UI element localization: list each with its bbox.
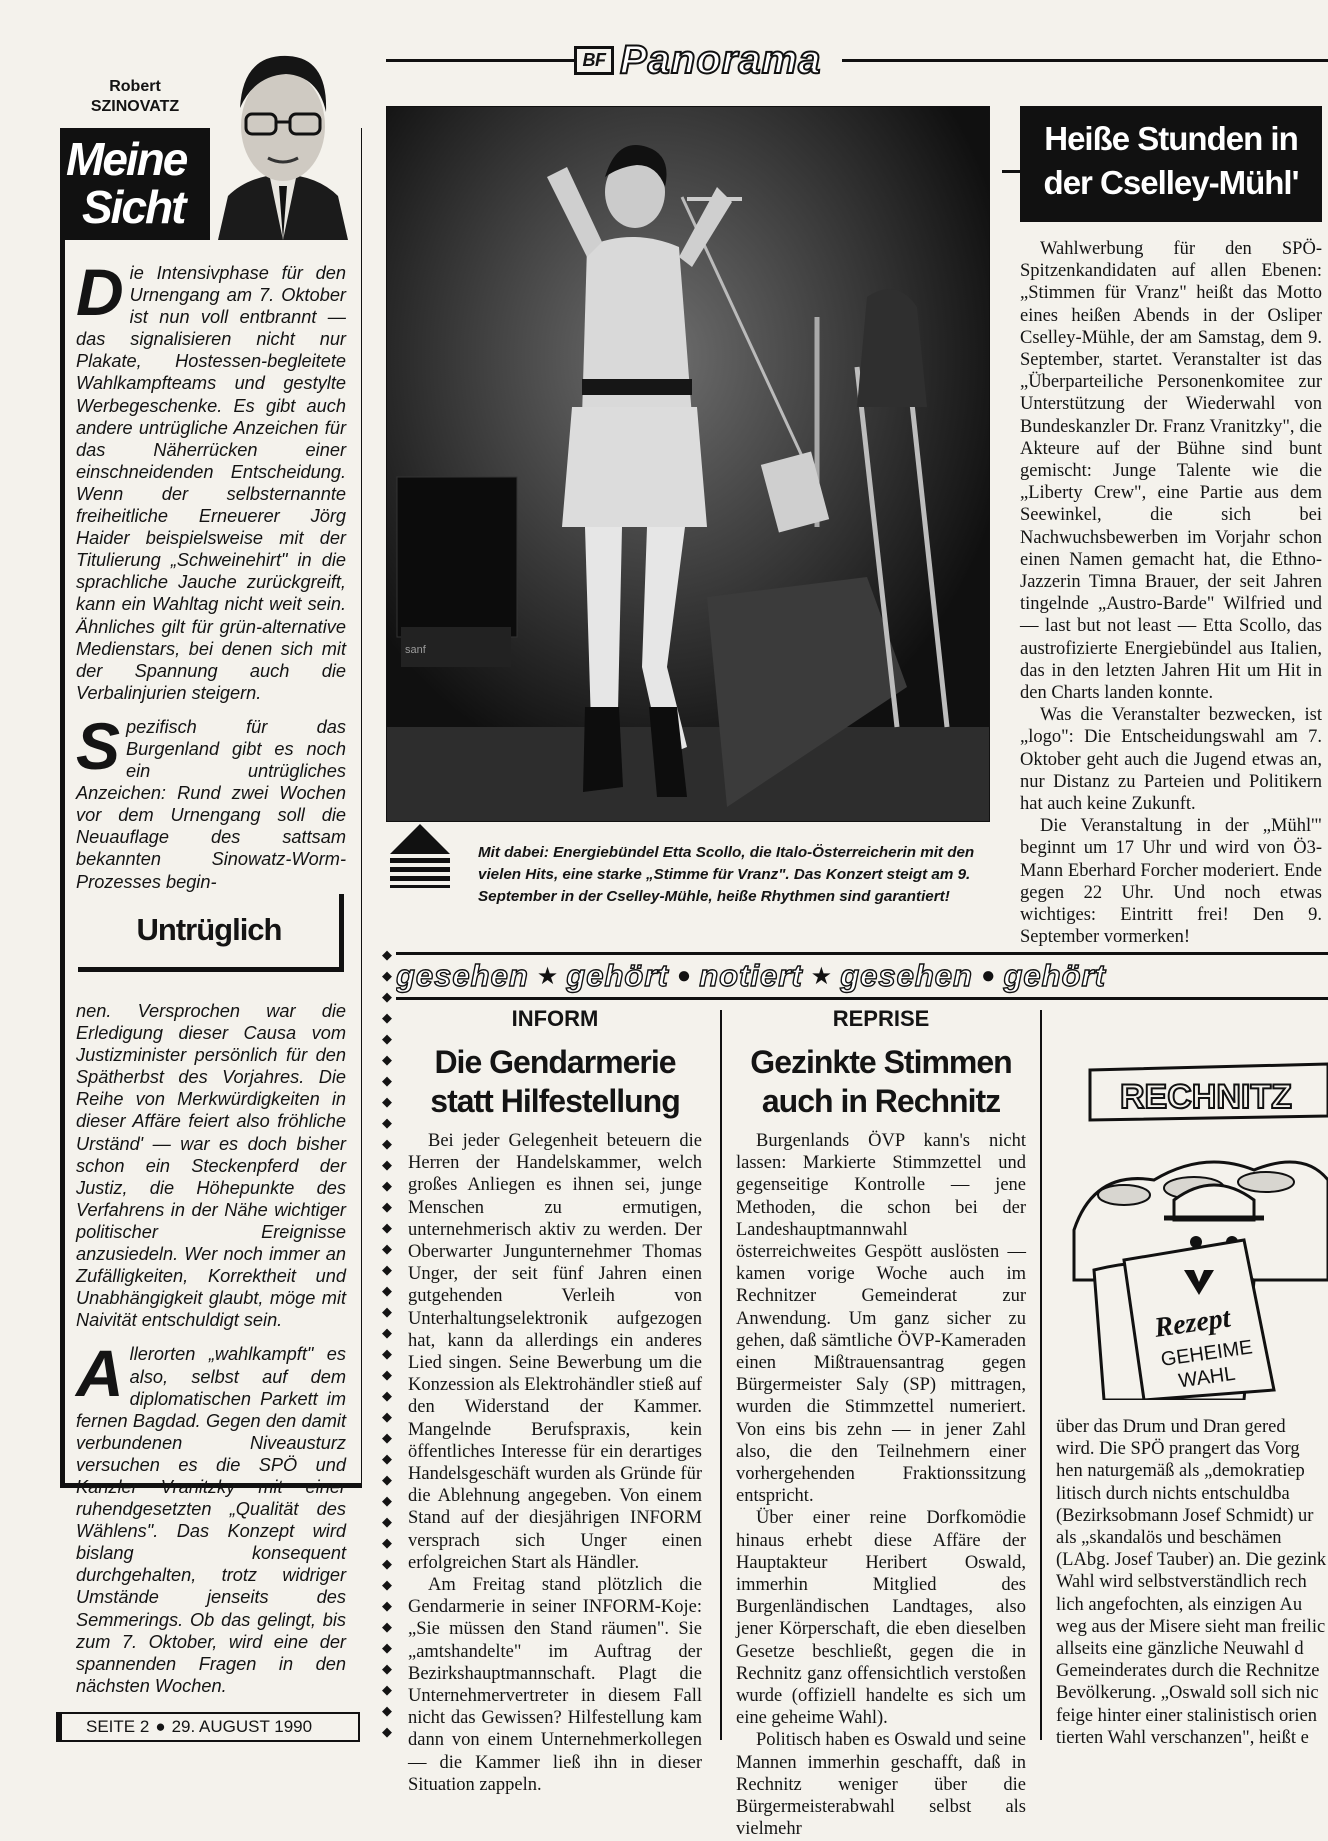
subhead-box <box>78 894 344 972</box>
continuation-line: über das Drum und Dran gered <box>1056 1417 1286 1437</box>
reprise-title-line1: Gezinkte Stimmen <box>750 1044 1012 1080</box>
column-paragraph-3: nen. Versprochen war die Erledigung dieser Causa vom Justizminister persönlich für den Spätherbst des Vorjahres. Die Reihe von Merkwürdigkeiten in dieser Affäre feiert also fröhliche Urständ' — war es doch bisher schon ein Steckenpferd der Justiz, die Höhepunkte des Verfahrens in der Nähe wichtiger politischer Ereignisse anzusiedeln. Wer noch immer an Zufälligkeiten, Korrektheit und Unabhängigkeit glaubt, möge mit Naivität entschuldigt sein. <box>76 1001 346 1331</box>
up-arrow-icon <box>386 820 454 888</box>
lead-title-rule <box>1002 170 1020 173</box>
continuation-line: lich angefochten, als einzigen Au <box>1056 1594 1303 1615</box>
inform-paragraph-2: Am Freitag stand plötzlich die Gendarmerie in seiner INFORM-Koje: „Sie müssen den Stand räumen". Sie „amtshandelte" im Auftrag der Bezirkshauptmannschaft. Plagt die Unternehmervertreter in diesem Fall nicht das Gewissen? Hilfestellung kam dann von einem Unternehmerkollegen — die Kammer ließ ihn in dieser Situation zappeln. <box>408 1575 702 1795</box>
banner-star-icon: ★ <box>810 963 833 990</box>
continuation-line: Gemeinderates durch die Rechnitze <box>1056 1661 1320 1682</box>
rechnitz-continuation <box>1056 1416 1328 1749</box>
section-title: Panorama <box>620 38 822 82</box>
cartoon-book-line2: GEHEIME <box>1159 1336 1254 1371</box>
inform-article <box>408 1006 702 1796</box>
banner-dot-icon: ● <box>980 962 996 989</box>
continuation-line: litisch durch nichts entschuldba <box>1056 1483 1290 1504</box>
page-footer <box>56 1712 360 1742</box>
column-paragraph-2: Spezifisch für das Burgenland gibt es noch ein untrügliches Anzeichen: Rund zwei Wochen vor dem Urnengang soll die Neuauflage des sattsam bekannten Sinowatz-Worm-Prozesses begin- <box>76 708 346 892</box>
singer-on-stage-image <box>387 107 989 821</box>
header-rule-left <box>386 59 574 62</box>
dropcap-a: A <box>76 1336 124 1411</box>
continuation-line: Wahl wird selbstverständlich rech <box>1056 1572 1307 1593</box>
lead-paragraph-3: Die Veranstaltung in der „Mühl'" beginnt um 17 Uhr und wird von Ö3-Mann Eberhard Forcher moderiert. Ende gegen 22 Uhr. Und noch etwas wichtiges: Eintritt frei! Den 9. September vormerken! <box>1020 816 1322 948</box>
diamond-border: ◆ ◆ ◆ ◆ ◆ ◆ ◆ ◆ ◆ ◆ ◆ ◆ ◆ ◆ ◆ ◆ ◆ ◆ ◆ ◆ ◆ ◆ ◆ ◆ ◆ ◆ ◆ ◆ ◆ ◆ ◆ ◆ ◆ ◆ ◆ ◆ ◆ ◆ <box>382 947 392 1739</box>
column-title-line2: Sicht <box>82 181 185 233</box>
lead-article-body <box>1020 238 1322 949</box>
footer-page: SEITE 2 <box>86 1717 150 1736</box>
banner-rule-top <box>396 952 1328 955</box>
footer-date: 29. AUGUST 1990 <box>171 1717 313 1736</box>
lead-title-line1: Heiße Stunden in <box>1044 120 1298 157</box>
reprise-article <box>736 1006 1026 1841</box>
column-divider-2 <box>1040 1010 1042 1740</box>
continuation-line: feige hinter einer stalinistisch orien <box>1056 1705 1317 1726</box>
banner-word-3: notiert <box>699 958 803 993</box>
rechnitz-cartoon <box>1054 1020 1328 1400</box>
lead-title-box <box>1020 106 1322 222</box>
bf-logo-text: BF <box>582 50 606 70</box>
lead-paragraph-2: Was die Veranstalter bezwecken, ist „logo": Die Entscheidungswahl am 7. Oktober geht auch die Jugend etwas an, nur Distanz zu Parteien und Politikern hat auch keine Zukunft. <box>1020 705 1322 815</box>
column-divider-1 <box>720 1010 722 1740</box>
banner-word-4: gesehen <box>840 958 973 993</box>
inform-paragraph-1: Bei jeder Gelegenheit beteuern die Herren der Handelskammer, welch großes Anliegen es ihnen sei, junge Menschen zu ermutigen, unternehmerisch aktiv zu werden. Der Oberwarter Jungunternehmer Thomas Unger, der seit fünf Jahren einen gutgehenden Verleih von Unterhaltungselektronik aufgezogen hat, kann da allerdings ein anderes Lied singen. Seine Bewerbung um die Konzession als Elektrohändler stieß auf den Widerstand der Kammer. Mangelnde Berufspraxis, kein öffentliches Interesse für ein derartiges Handelsgeschäft wurden als Gründe für die Ablehnung angegeben. Von einem Stand auf der diesjährigen INFORM versprach sich Unger einen erfolgreichen Start als Händler. <box>408 1131 702 1573</box>
author-last-name: SZINOVATZ <box>90 98 180 115</box>
continuation-line: (Bezirksobmann Josef Schmidt) ur <box>1056 1505 1314 1526</box>
bf-logo <box>574 46 614 75</box>
continuation-line: als „skandalös und beschämen <box>1056 1528 1282 1549</box>
column-text-bottom <box>76 1000 346 1703</box>
reprise-kicker: REPRISE <box>832 1006 930 1031</box>
banner-word-1: gesehen <box>396 958 529 993</box>
column-title-line1: Meine <box>66 133 187 185</box>
continuation-line: hen naturgemäß als „demokratiep <box>1056 1461 1305 1482</box>
reprise-paragraph-2: Über einer reine Dorfkomödie hinaus erhebt diese Affäre der Hauptakteur Heribert Oswald, immerhin Mitglied des Burgenländischen Landtages, also jener Körperschaft, die eben dieselben Gesetze beschließt, gegen die in Rechnitz ganz offensichtlich verstoßen wurde (offiziell handelte es sich um eine geheime Wahl). <box>736 1508 1026 1729</box>
column-paragraph-4: Allerorten „wahlkampft" es also, selbst auf dem diplomatischen Parkett im fernen Bagdad. Gegen den damit verbundenen Niveausturz versuchen es die SPÖ und Kanzler Vranitzky mit einer ruhendgesetzten „Qualität des Wählens". Das Konzept wird bislang konsequent durchgehalten, trotz widriger Umstände jenseits des Semmerings. Ob das gelingt, bis zum 7. Oktober, wird eine der spannenden Fragen in den nächsten Wochen. <box>76 1336 346 1696</box>
dropcap-d: D <box>76 255 124 329</box>
continuation-line: tierten Wahl verschanzen", heißt e <box>1056 1727 1309 1748</box>
banner-rule-bottom <box>396 997 1328 1000</box>
inform-kicker: INFORM <box>511 1006 599 1031</box>
continuation-line: (LAbg. Josef Tauber) an. Die gezink <box>1056 1550 1327 1571</box>
continuation-line: allseits eine gänzliche Neuwahl d <box>1056 1639 1304 1660</box>
column-title-block <box>60 128 210 240</box>
cartoon-drawing <box>1054 1020 1328 1400</box>
concert-photo <box>386 106 990 822</box>
amp-label: sanf <box>405 644 426 656</box>
author-first-name: Robert <box>109 78 161 95</box>
banner-word-5: gehört <box>1003 958 1106 993</box>
footer-bullet: ● <box>155 1717 166 1736</box>
reprise-title-line2: auch in Rechnitz <box>761 1083 1001 1119</box>
column-text-top <box>76 255 346 899</box>
reprise-paragraph-1: Burgenlands ÖVP kann's nicht lassen: Markierte Stimmzettel und gegenseitige Kontrolle — jene Methoden, die schon bei der Landeshauptmannwahl österreichweites Gespött auslösten — kamen vorige Woche auch im Rechnitzer Gemeinderat zur Anwendung. Um ganz sicher zu gehen, daß sämtliche ÖVP-Kameraden einen Mißtrauensantrag gegen Bürgermeister Saly (SP) mittragen, wurden die Stimmzettel numeriert. Von eins bis zehn — in jener Zahl also, die den Teilnehmern einer vorhergehenden Fraktionssitzung entspricht. <box>736 1131 1026 1507</box>
cartoon-book-line1: Rezept <box>1152 1302 1233 1344</box>
gesehen-gehoert-banner <box>396 956 1328 996</box>
continuation-line: wird. Die SPÖ prangert das Vorg <box>1056 1439 1300 1460</box>
column-subhead: Untrüglich <box>136 912 282 947</box>
lead-paragraph-1: Wahlwerbung für den SPÖ-Spitzenkandidaten auf allen Ebenen: „Stimmen für Vranz" heißt das Motto eines heißen Abends in der Osliper Cselley-Mühle, der am Samstag, dem 9. September, startet. Veranstalter ist das „Überparteiliche Personenkomitee zur Unterstützung der Wiederwahl von Bundeskanzler Dr. Franz Vranitzky", die Akteure auf der Bühne sind bunt gemischt: Junge Talente wie die „Liberty Crew", eine Partie aus dem Seewinkel, die sich bei Nachwuchsbewerben im Vorjahr schon einen Namen gemacht hat, die Ethno-Jazzerin Timna Brauer, der seit Jahren tingelnde „Austro-Barde" Wilfried und — last but not least — Etta Scollo, das austrofizierte Energiebündel aus Italien, das in den letzten Jahren Hit um Hit in den Charts landen konnte. <box>1020 239 1322 704</box>
dropcap-s: S <box>76 708 121 783</box>
reprise-paragraph-3: Politisch haben es Oswald und seine Mannen immerhin geschafft, daß in Rechnitz weniger über die Bürgermeisterabwahl selbst als vielmehr <box>736 1730 1026 1840</box>
banner-word-2: gehört <box>566 958 669 993</box>
cartoon-sign-text: RECHNITZ <box>1120 1078 1292 1116</box>
continuation-line: weg aus der Misere sieht man freilic <box>1056 1616 1326 1637</box>
lead-title-line2: der Cselley-Mühl' <box>1043 164 1299 201</box>
header-rule-right <box>842 59 1328 62</box>
caption-arrow <box>386 820 454 888</box>
column-paragraph-1: Die Intensivphase für den Urnengang am 7. Oktober ist nun voll entbrannt — das signalisieren nicht nur Plakate, Hostessen-begleitete Wahlkampfteams und gestylte Werbegeschenke. Es gibt auch andere untrügliche Anzeichen für das Näherrücken einer einschneidenden Entscheidung. Wenn der selbsternannte freiheitliche Erneuerer Jörg Haider beispielsweise mit der Titulierung „Schweinehirt" in die sprachliche Jauche zurückgreift, kann ein Wahltag nicht weit sein. Ähnliches gilt für grün-alternative Medienstars, bei denen sich mit der Spannung auch die Verbalinjurien steigern. <box>76 255 346 703</box>
banner-star-icon: ★ <box>536 963 559 990</box>
inform-title-line2: statt Hilfestellung <box>430 1083 680 1119</box>
cartoon-book-line3: WAHL <box>1177 1362 1237 1393</box>
continuation-line: Bevölkerung. „Oswald soll sich nic <box>1056 1683 1319 1704</box>
inform-title-line1: Die Gendarmerie <box>434 1044 676 1080</box>
photo-caption: Mit dabei: Energiebündel Etta Scollo, die Italo-Österreicherin mit den vielen Hits, eine starke „Stimme für Vranz". Das Konzert steigt am 9. September in der Cselley-Mühle, heiße Rhythmen sind garantiert! <box>478 844 975 905</box>
banner-dot-icon: ● <box>676 962 692 989</box>
